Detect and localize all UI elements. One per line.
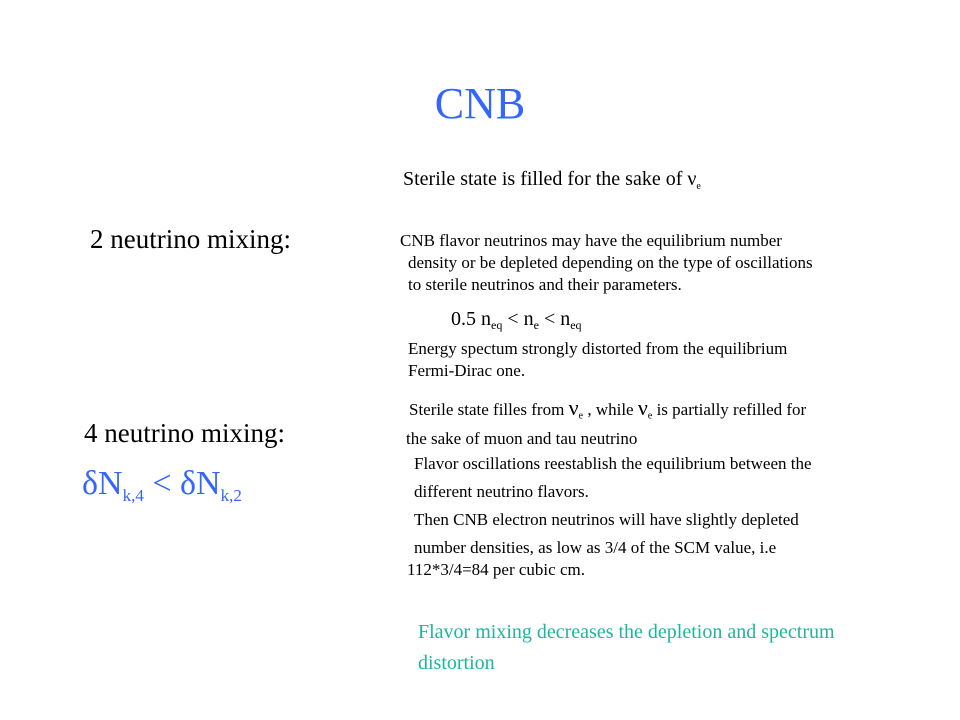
energy-spectrum-paragraph: Energy spectum strongly distorted from the equilibrium Fermi-Dirac one.: [408, 339, 788, 380]
sterile-filled-line: Sterile state is filled for the sake of $\nu_e$: [403, 168, 701, 192]
four-neutrino-mixing-label: 4 neutrino mixing:: [84, 418, 285, 448]
cnb-flavor-paragraph: CNB flavor neutrinos may have the equilibrium number density or be depleted depending on the type of oscillations to sterile neutrinos and their parameters.: [400, 231, 813, 294]
sterile-refill-paragraph: Sterile state filles from $\nu_e$ , while $\nu_e$ is partially refilled for the sake of muon and tau neutrino: [406, 395, 807, 448]
conclusion-text: Flavor mixing decreases the depletion and spectrum distortion: [418, 621, 835, 674]
two-neutrino-mixing-label: 2 neutrino mixing:: [90, 224, 291, 254]
slide-title: CNB: [434, 79, 526, 128]
flavor-oscillation-paragraph: Flavor oscillations reestablish the equilibrium between the different neutrino flavors. Then CNB electron neutrinos will have slightly depleted number densities, as low as 3/4 of the SCM value, i.e 112*3/4=84 per cubic cm.: [407, 454, 812, 579]
nu-symbol: ν: [637, 395, 648, 420]
density-inequality: 0.5 $n_{eq} < n_e < n_{eq}$: [451, 308, 582, 333]
delta-n-relation: δNk,4 < δNk,2: [82, 465, 242, 505]
nu-symbol: ν: [687, 168, 697, 190]
nu-symbol: ν: [568, 395, 579, 420]
